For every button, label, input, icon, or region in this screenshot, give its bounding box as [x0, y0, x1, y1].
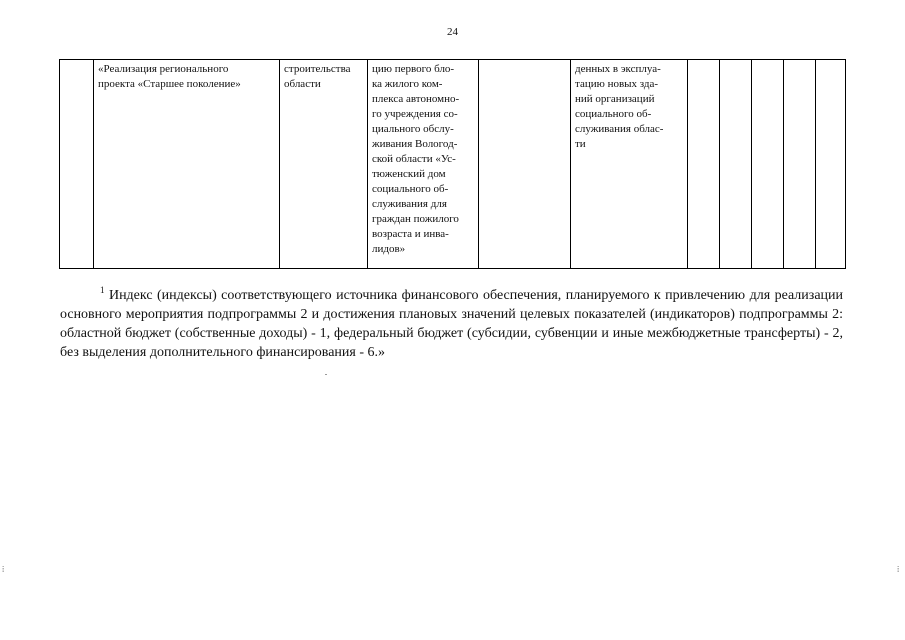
table-cell-value — [720, 60, 752, 269]
left-edge-mark: ⁞ — [2, 565, 5, 574]
table-row — [60, 60, 846, 269]
table-cell-executor: строительства области — [280, 60, 368, 269]
table-cell-value — [784, 60, 816, 269]
scan-artifact — [325, 374, 327, 375]
footnote-paragraph — [60, 286, 843, 362]
right-edge-mark: ⁞ — [897, 565, 900, 574]
table-cell-empty — [479, 60, 571, 269]
table-cell-value — [816, 60, 846, 269]
table-cell-indicator: денных в эксплуа- тацию новых зда- ний организаций социального об- служивания облас- ти — [571, 60, 688, 269]
footnote-marker: 1 — [100, 285, 105, 295]
table-cell-value — [688, 60, 720, 269]
page-number: 24 — [447, 26, 458, 38]
table-cell-value — [752, 60, 784, 269]
table-cell-project-name: «Реализация регионального проекта «Старшее поколение» — [94, 60, 280, 269]
table-cell-activity: цию первого бло- ка жилого ком- плекса автономно- го учреждения со- циального обслу- живания Вологод- ской области «Ус- тюженский дом социального об- служивания для граждан пожилого возраста и инва- лидов» — [368, 60, 479, 269]
table-cell-number — [60, 60, 94, 269]
footnote — [60, 286, 843, 362]
activity-table — [59, 59, 846, 269]
footnote-text: Индекс (индексы) соответствующего источника финансового обеспечения, планируемого к привлечению для реализации основного мероприятия подпрограммы 2 и достижения плановых значений целевых показателей (индикаторов) подпрограммы 2: областной бюджет (собственные доходы) - 1, федеральный бюджет (субсидии, субвенции и иные межбюджетные трансферты) - 2, без выделения дополнительного финансирования - 6.» — [60, 288, 844, 360]
